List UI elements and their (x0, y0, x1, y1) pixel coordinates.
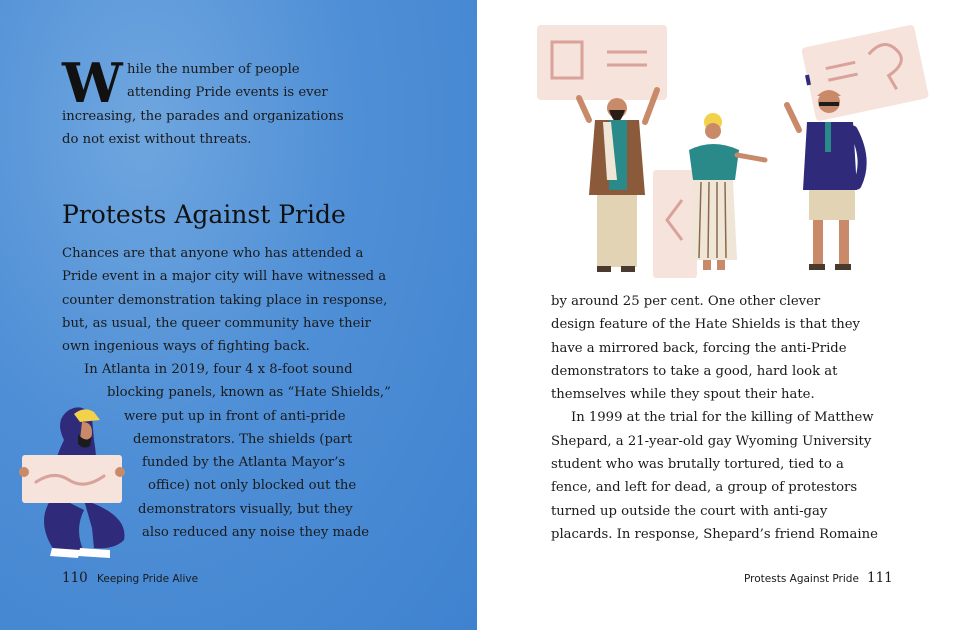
body-line: funded by the Atlanta Mayor’s (142, 455, 346, 471)
body-paragraph (62, 242, 387, 358)
body-line: In 1999 at the trial for the killing of Matthew (571, 410, 874, 426)
running-title: Protests Against Pride (744, 573, 859, 585)
protester-illustration (14, 400, 144, 565)
running-title: Keeping Pride Alive (97, 573, 199, 585)
intro-line: hile the number of people (127, 62, 300, 77)
body-line: also reduced any noise they made (142, 525, 370, 541)
body-line: by around 25 per cent. One other clever (551, 294, 821, 309)
body-line: themselves while they spout their hate. (551, 387, 815, 403)
body-line: Shepard, a 21-year-old gay Wyoming University (551, 433, 872, 449)
body-line: placards. In response, Shepard’s friend Romaine (551, 526, 878, 542)
body-line: Chances are that anyone who has attended a (62, 246, 364, 261)
section-heading: Protests Against Pride (62, 200, 346, 229)
body-line: demonstrators visually, but they (138, 501, 353, 517)
body-line: In Atlanta in 2019, four 4 x 8-foot sound (84, 362, 353, 377)
body-line: design feature of the Hate Shields is that they (551, 317, 860, 333)
body-line: office) not only blocked out the (148, 478, 357, 494)
page-number: 111 (867, 570, 893, 586)
body-line: student who was brutally tortured, tied to a (551, 457, 844, 473)
body-line: demonstrators. The shields (part (133, 431, 353, 447)
body-line: have a mirrored back, forcing the anti-Pride (551, 340, 847, 356)
body-line: fence, and left for dead, a group of protestors (551, 480, 858, 496)
right-page (477, 0, 953, 630)
hate-shields-illustration (517, 10, 937, 280)
body-line: were put up in front of anti-pride (124, 408, 346, 424)
body-line: Pride event in a major city will have witnessed a (62, 269, 387, 285)
body-line: but, as usual, the queer community have their (62, 315, 371, 331)
body-paragraph (551, 290, 878, 546)
body-line: blocking panels, known as “Hate Shields,” (107, 385, 391, 401)
body-line: own ingenious ways of fighting back. (62, 339, 310, 355)
body-line: turned up outside the court with anti-gay (551, 503, 828, 519)
body-line: counter demonstration taking place in response, (62, 292, 388, 308)
intro-paragraph (62, 51, 344, 151)
intro-line: attending Pride events is ever (127, 85, 328, 101)
page-number: 110 (62, 570, 88, 586)
intro-line: increasing, the parades and organizations (62, 108, 344, 124)
body-line: demonstrators to take a good, hard look at (551, 363, 838, 379)
drop-cap: W (62, 51, 123, 115)
intro-line: do not exist without threats. (62, 131, 252, 147)
